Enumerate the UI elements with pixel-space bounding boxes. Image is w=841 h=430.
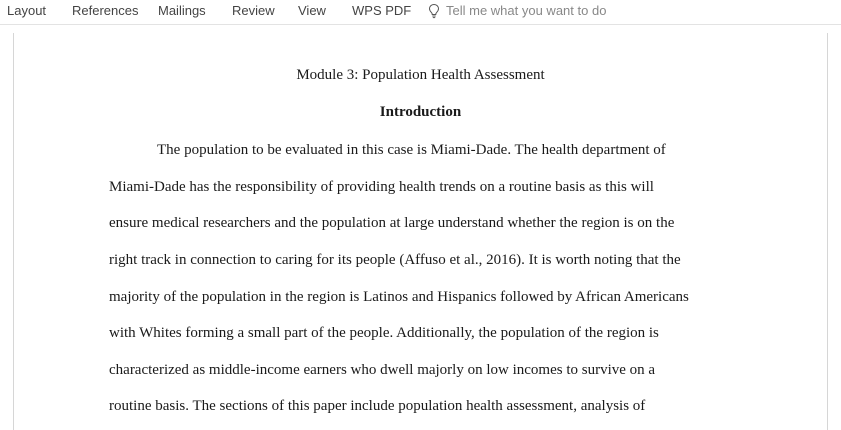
tab-review[interactable]: Review xyxy=(232,3,275,18)
tab-layout[interactable]: Layout xyxy=(7,3,47,18)
document-title: Module 3: Population Health Assessment xyxy=(296,67,545,83)
paragraph-line: with Whites forming a small part of the people. Additionally, the population of the region is xyxy=(109,325,659,341)
page-right-edge xyxy=(827,33,828,430)
tell-me-placeholder: Tell me what you want to do xyxy=(446,3,607,18)
document-canvas xyxy=(0,25,841,430)
ribbon-menu-bar xyxy=(0,0,841,25)
tab-wps-pdf[interactable]: WPS PDF xyxy=(352,3,412,18)
paragraph-line: ensure medical researchers and the population at large understand whether the region is on the xyxy=(109,215,675,231)
paragraph-line: majority of the population in the region is Latinos and Hispanics followed by African Americans xyxy=(109,289,689,305)
paragraph-line: The population to be evaluated in this case is Miami-Dade. The health department of xyxy=(157,142,666,158)
paragraph-line: routine basis. The sections of this paper include population health assessment, analysis of xyxy=(109,398,646,414)
tab-mailings[interactable]: Mailings xyxy=(158,3,206,18)
paragraph-line: right track in connection to caring for its people (Affuso et al., 2016). It is worth noting that the xyxy=(109,252,681,268)
paragraph-line: characterized as middle-income earners who dwell majorly on low incomes to survive on a xyxy=(109,362,656,378)
lightbulb-icon xyxy=(428,3,440,19)
tab-references[interactable]: References xyxy=(72,3,139,18)
tab-view[interactable]: View xyxy=(298,3,326,18)
section-heading: Introduction xyxy=(379,104,462,120)
page-left-edge xyxy=(13,33,14,430)
paragraph-line: Miami-Dade has the responsibility of providing health trends on a routine basis as this will xyxy=(109,179,654,195)
